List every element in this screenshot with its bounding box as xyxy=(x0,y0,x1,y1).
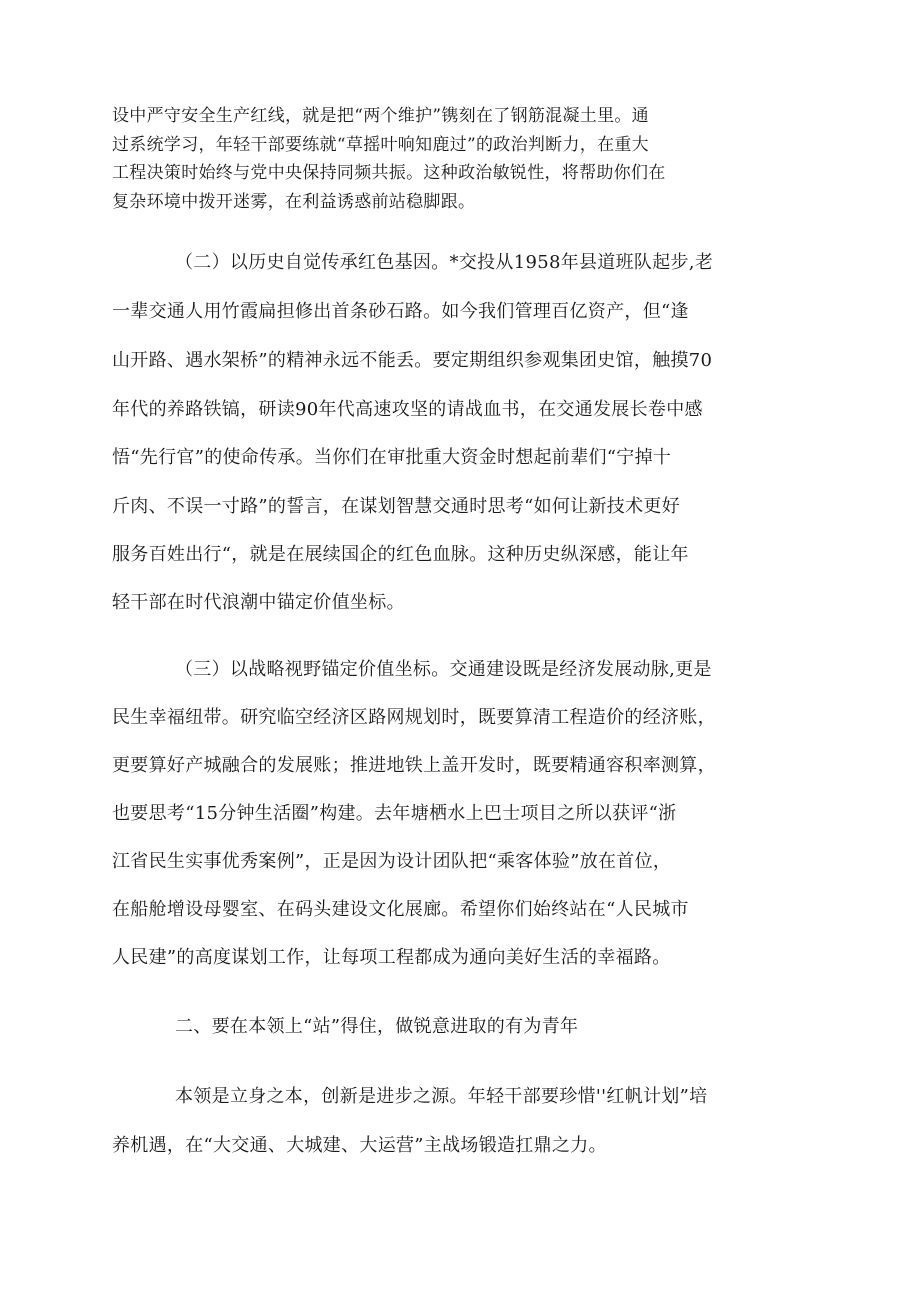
text-line: 本领是立身之本，创新是进步之源。年轻干部要珍惜''红帆计划”培 xyxy=(175,1086,708,1107)
heading-text: 二、要在本领上“站”得住，做锐意进取的有为青年 xyxy=(175,1016,579,1037)
text-line: 更要算好产城融合的发展账；推进地铁上盖开发时，既要精通容积率测算， xyxy=(112,755,716,776)
text-line: 江省民生实事优秀案例”，正是因为设计团队把“乘客体验”放在首位， xyxy=(112,851,672,872)
text-line: 民生幸福纽带。研究临空经济区路网规划时，既要算清工程造价的经济账， xyxy=(112,707,716,728)
text-line: 悟“先行官”的使命传承。当你们在审批重大资金时想起前辈们“宁掉十 xyxy=(112,447,672,468)
text-line: 工程决策时始终与党中央保持同频共振。这种政治敏锐性，将帮助你们在 xyxy=(112,163,666,183)
text-line: 服务百姓出行“，就是在展续国企的红色血脉。这种历史纵深感，能让年 xyxy=(112,544,689,565)
text-line: 也要思考“15分钟生活圈”构建。去年塘栖水上巴士项目之所以获评“浙 xyxy=(112,803,677,824)
text-line: 斤肉、不误一寸路”的誓言，在谋划智慧交通时思考“如何让新技术更好 xyxy=(112,496,681,517)
text-line: （二）以历史自觉传承红色基因。*交投从1958年县道班队起步,老 xyxy=(175,252,714,273)
text-line: 轻干部在时代浪潮中锚定价值坐标。 xyxy=(112,592,405,613)
text-line: 人民建”的高度谋划工作，让每项工程都成为通向美好生活的幸福路。 xyxy=(112,947,671,968)
text-line: 在船舱增设母婴室、在码头建设文化展廊。希望你们始终站在“人民城市 xyxy=(112,899,689,920)
text-line: 复杂环境中拨开迷雾，在利益诱惑前站稳脚跟。 xyxy=(112,192,476,212)
text-line: 过系统学习，年轻干部要练就“草摇叶响知鹿过”的政治判断力，在重大 xyxy=(112,135,649,155)
text-line: （三）以战略视野锚定价值坐标。交通建设既是经济发展动脉,更是 xyxy=(175,659,712,680)
text-line: 养机遇，在“大交通、大城建、大运营”主战场锻造扛鼎之力。 xyxy=(112,1135,607,1156)
text-line: 年代的养路铁镐，研读90年代高速攻坚的请战血书，在交通发展长卷中感 xyxy=(112,399,703,420)
text-line: 一辈交通人用竹霞扁担修出首条砂石路。如今我们管理百亿资产，但“逢 xyxy=(112,301,689,322)
text-line: 山开路、遇水架桥”的精神永远不能丢。要定期组织参观集团史馆，触摸70 xyxy=(112,350,713,371)
text-line: 设中严守安全生产红线，就是把“两个维护”镌刻在了钢筋混凝土里。通 xyxy=(112,106,649,126)
